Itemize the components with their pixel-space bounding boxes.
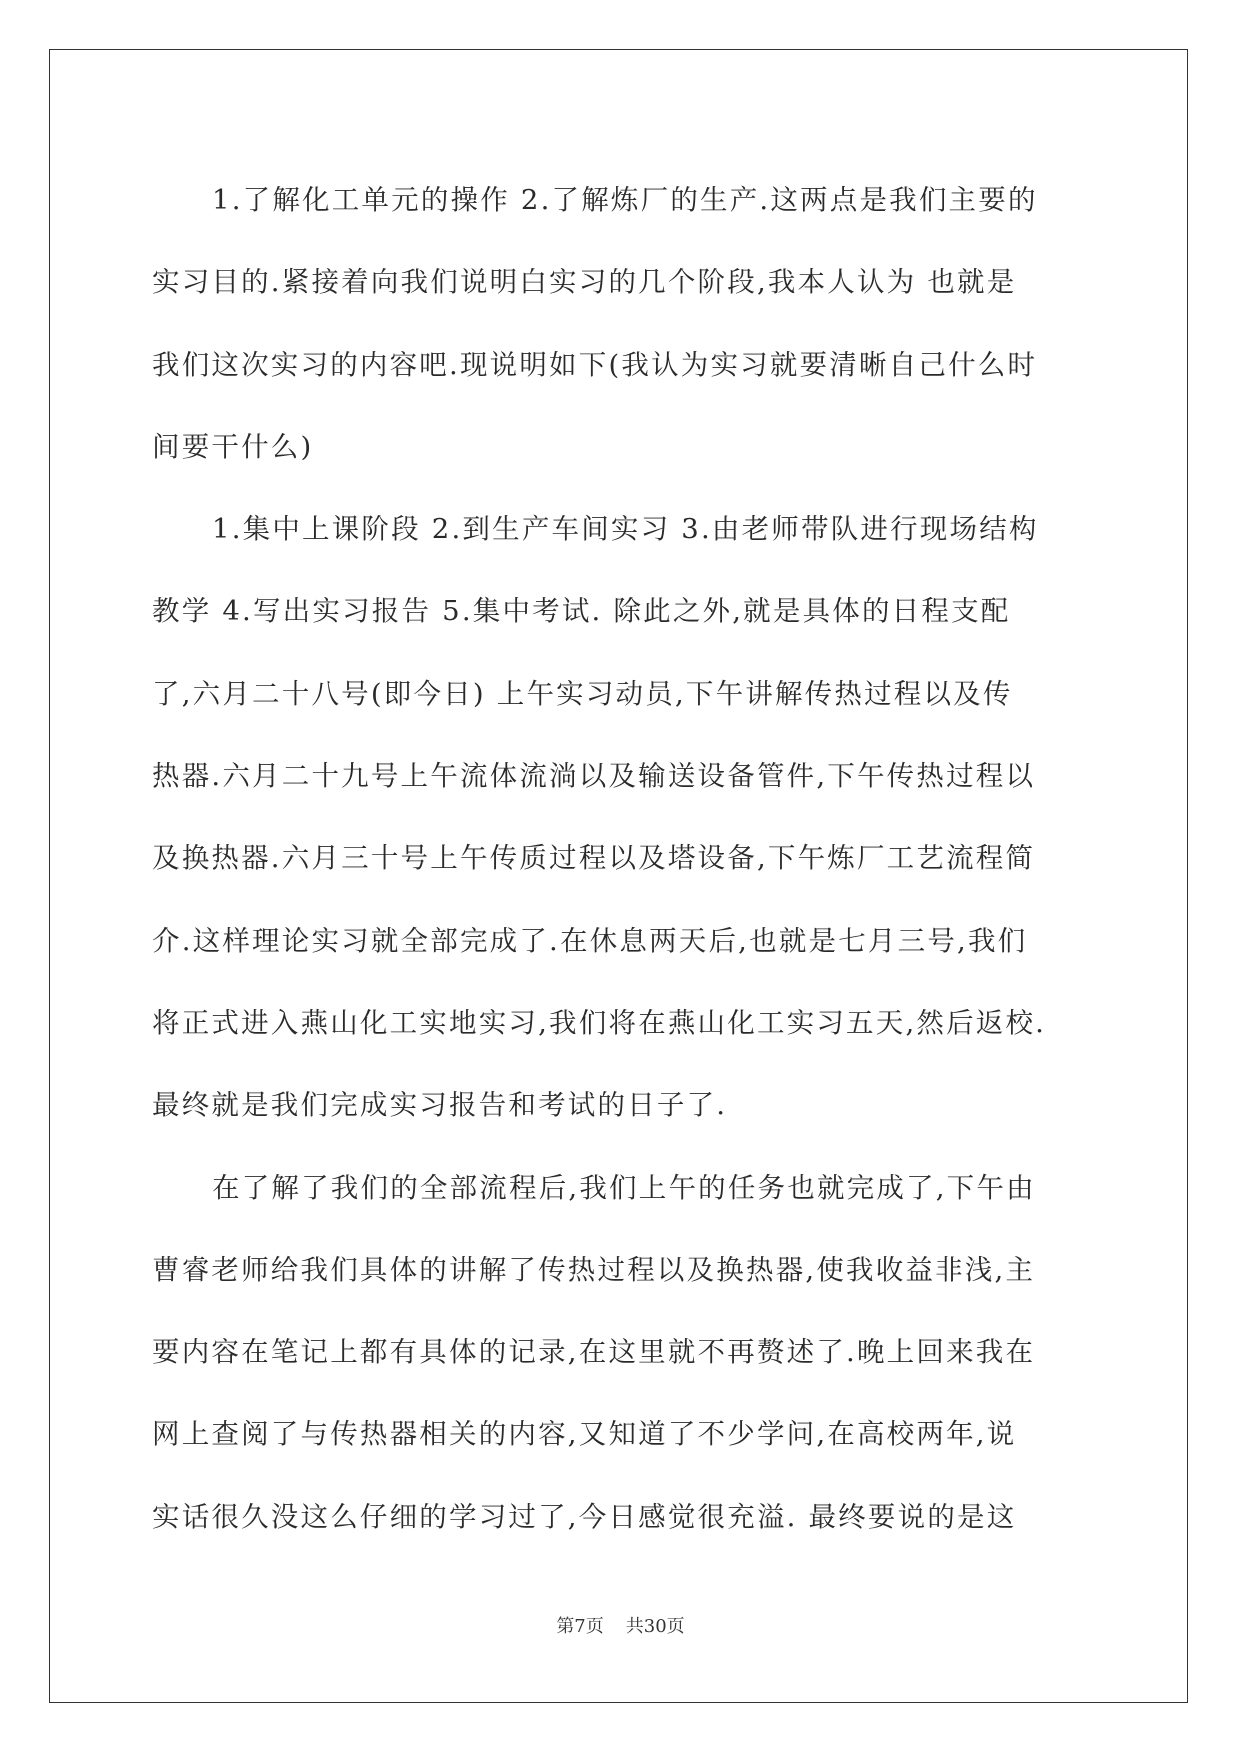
paragraph-line: 教学 4.写出实习报告 5.集中考试. 除此之外,就是具体的日程支配 bbox=[152, 595, 1011, 628]
paragraph-line: 介.这样理论实习就全部完成了.在休息两天后,也就是七月三号,我们 bbox=[152, 924, 1028, 957]
paragraph-line: 在了解了我们的全部流程后,我们上午的任务也就完成了,下午由 bbox=[212, 1171, 1036, 1204]
paragraph-line: 1.集中上课阶段 2.到生产车间实习 3.由老师带队进行现场结构 bbox=[212, 513, 1039, 546]
paragraph-line: 热器.六月二十九号上午流体流淌以及输送设备管件,下午传热过程以 bbox=[152, 760, 1036, 793]
paragraph-line: 及换热器.六月三十号上午传质过程以及塔设备,下午炼厂工艺流程简 bbox=[152, 842, 1036, 875]
current-page-number: 第7页 bbox=[556, 1616, 604, 1637]
paragraph-line: 将正式进入燕山化工实地实习,我们将在燕山化工实习五天,然后返校. bbox=[152, 1006, 1047, 1039]
paragraph-line: 实话很久没这么仔细的学习过了,今日感觉很充溢. 最终要说的是这 bbox=[152, 1500, 1017, 1533]
paragraph-line: 间要干什么) bbox=[152, 430, 314, 463]
document-body bbox=[152, 159, 1088, 1558]
paragraph-line: 网上查阅了与传热器相关的内容,又知道了不少学问,在高校两年,说 bbox=[152, 1418, 1017, 1451]
paragraph-line: 曹睿老师给我们具体的讲解了传热过程以及换热器,使我收益非浅,主 bbox=[152, 1253, 1036, 1286]
paragraph-line: 要内容在笔记上都有具体的记录,在这里就不再赘述了.晚上回来我在 bbox=[152, 1336, 1036, 1369]
paragraph-line: 实习目的.紧接着向我们说明白实习的几个阶段,我本人认为 也就是 bbox=[152, 266, 1017, 299]
paragraph-line: 1.了解化工单元的操作 2.了解炼厂的生产.这两点是我们主要的 bbox=[212, 184, 1038, 216]
total-page-count: 共30页 bbox=[625, 1616, 685, 1637]
paragraph-line: 最终就是我们完成实习报告和考试的日子了. bbox=[152, 1089, 728, 1122]
paragraph-line: 了,六月二十八号(即今日) 上午实习动员,下午讲解传热过程以及传 bbox=[152, 677, 1013, 710]
paragraph-line: 我们这次实习的内容吧.现说明如下(我认为实习就要清晰自己什么时 bbox=[152, 348, 1038, 381]
page-footer bbox=[0, 1612, 1241, 1638]
